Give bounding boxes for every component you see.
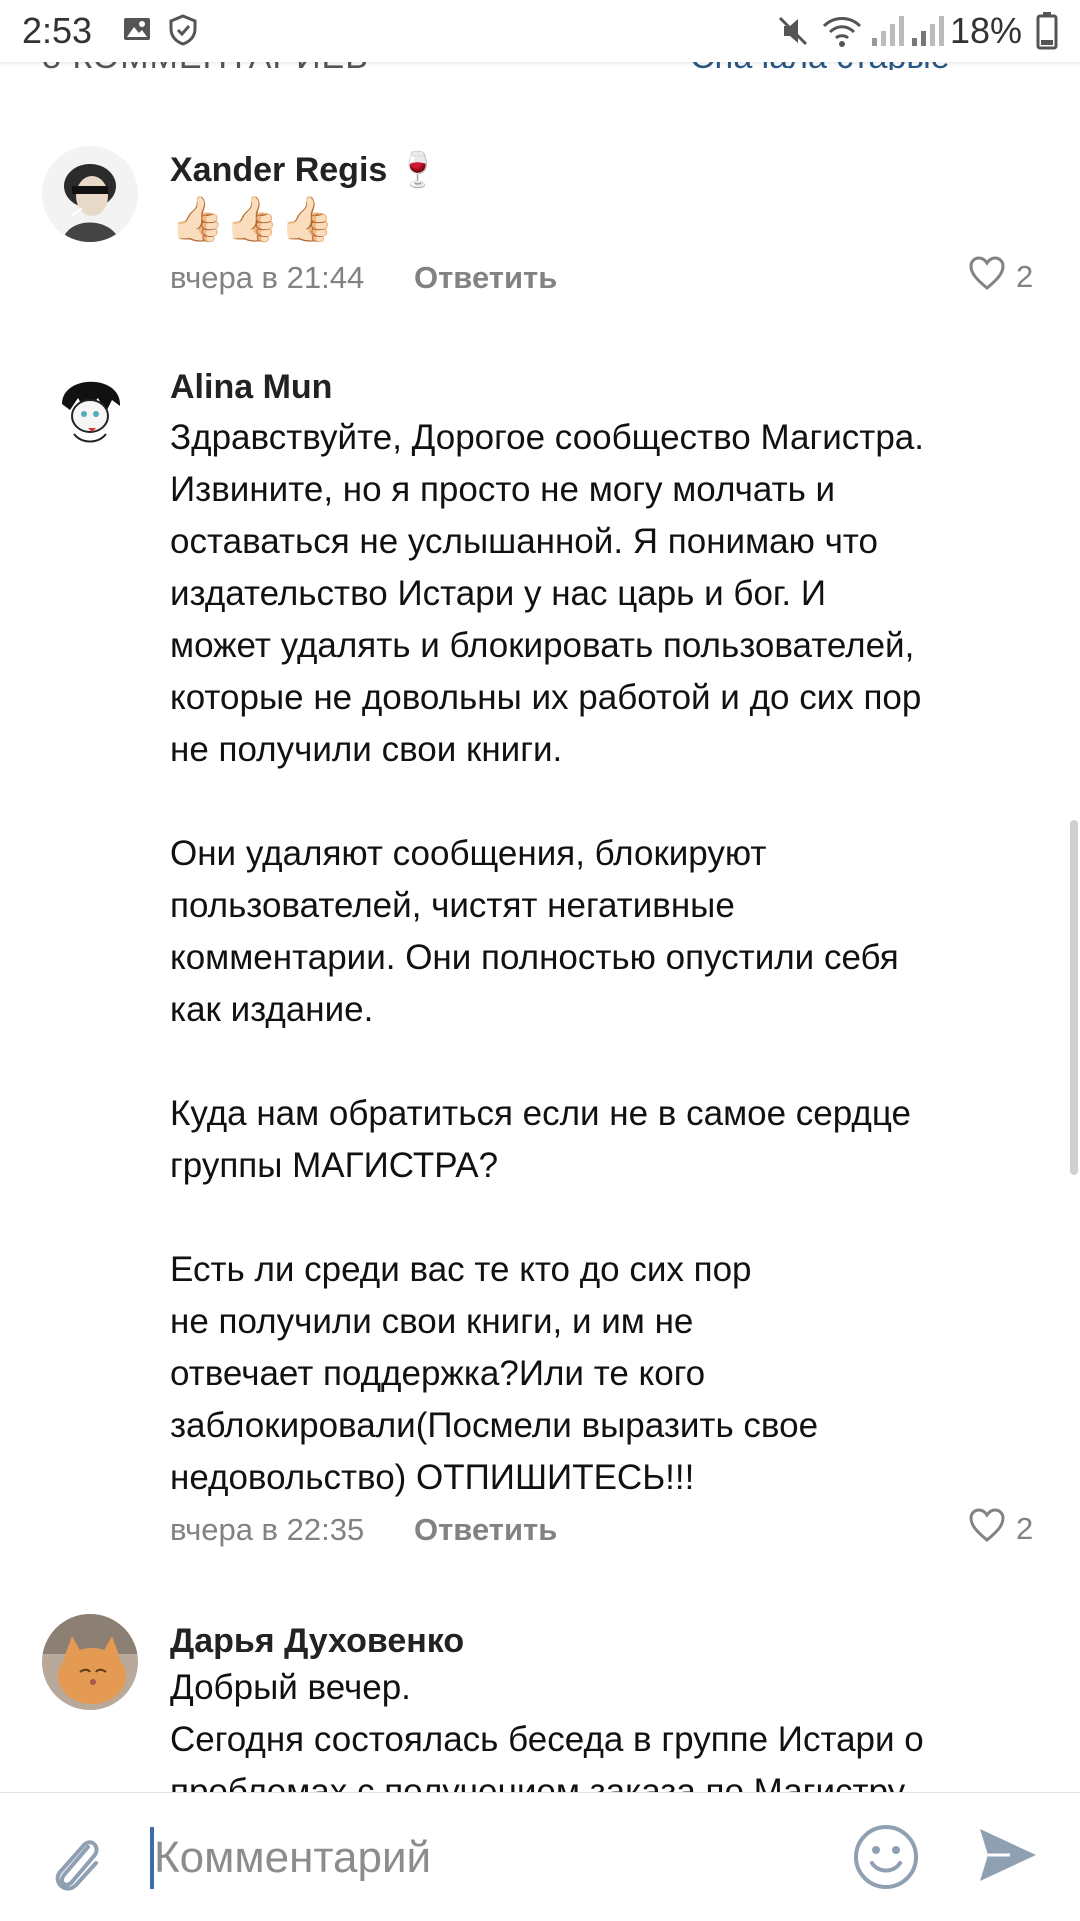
- reply-button[interactable]: Ответить: [414, 260, 558, 295]
- wifi-icon: [822, 14, 862, 53]
- status-time: 2:53: [22, 10, 93, 51]
- like-button[interactable]: [968, 1508, 1033, 1550]
- scrollbar[interactable]: [1070, 820, 1078, 1175]
- comment-author[interactable]: [170, 150, 439, 190]
- comment-text: Добрый вечер. Сегодня состоялась беседа в группе Истари о: [170, 1668, 924, 1759]
- like-button[interactable]: [968, 256, 1033, 298]
- status-bar: [0, 0, 1080, 62]
- comment-author[interactable]: Дарья Духовенко: [170, 1622, 465, 1660]
- mute-icon: [776, 14, 810, 53]
- gallery-icon: [122, 14, 152, 49]
- comment-input[interactable]: [148, 1817, 836, 1899]
- comment-author[interactable]: Alina Mun: [170, 368, 333, 406]
- signal-icon-2: [910, 14, 946, 53]
- wine-emoji: 🍷: [396, 151, 440, 189]
- comment-input-bar: [0, 1792, 1080, 1921]
- signal-icon: [870, 14, 906, 53]
- comment-text: Здравствуйте, Дорогое сообщество Магистра. Извините, но я просто не могу молчать и оставаться не услышанной. Я понимаю что издательство Истари у нас царь и бог. И может удалять и блокировать пользователей, которые не довольны их работой и до сих пор не получили свои книги. Они удаляют сообщения, блокируют пользователей, чистят негативные комментарии. Они полностью опустили себя как издание. Куда нам обратиться если не в самое сердце группы МАГИСТРА? Есть ли среди вас те кто до сих пор не получили свои книги, и им не отвечает поддержка?Или те кого заблокировали(Посмели выразить свое недовольство) ОТПИШИТЕСЬ!!!: [170, 418, 924, 1497]
- attach-icon[interactable]: [44, 1825, 104, 1900]
- like-count: 2: [1016, 259, 1034, 294]
- comment-time: вчера в 21:44: [170, 260, 365, 295]
- shield-icon: [168, 14, 198, 51]
- reply-button[interactable]: Ответить: [414, 1512, 558, 1547]
- battery-percent: 18%: [950, 10, 1023, 51]
- battery-icon: [1036, 12, 1058, 55]
- heart-icon: [968, 1508, 1006, 1550]
- avatar[interactable]: [42, 364, 138, 460]
- emoji-icon[interactable]: [852, 1823, 920, 1896]
- send-icon[interactable]: [976, 1823, 1040, 1892]
- comment-time: вчера в 22:35: [170, 1512, 365, 1547]
- avatar[interactable]: [42, 1614, 138, 1710]
- avatar[interactable]: [42, 146, 138, 242]
- like-count: 2: [1016, 1511, 1034, 1546]
- comment-text: 👍🏻👍🏻👍🏻: [170, 195, 335, 244]
- author-name: Xander Regis: [170, 151, 388, 189]
- heart-icon: [968, 256, 1006, 298]
